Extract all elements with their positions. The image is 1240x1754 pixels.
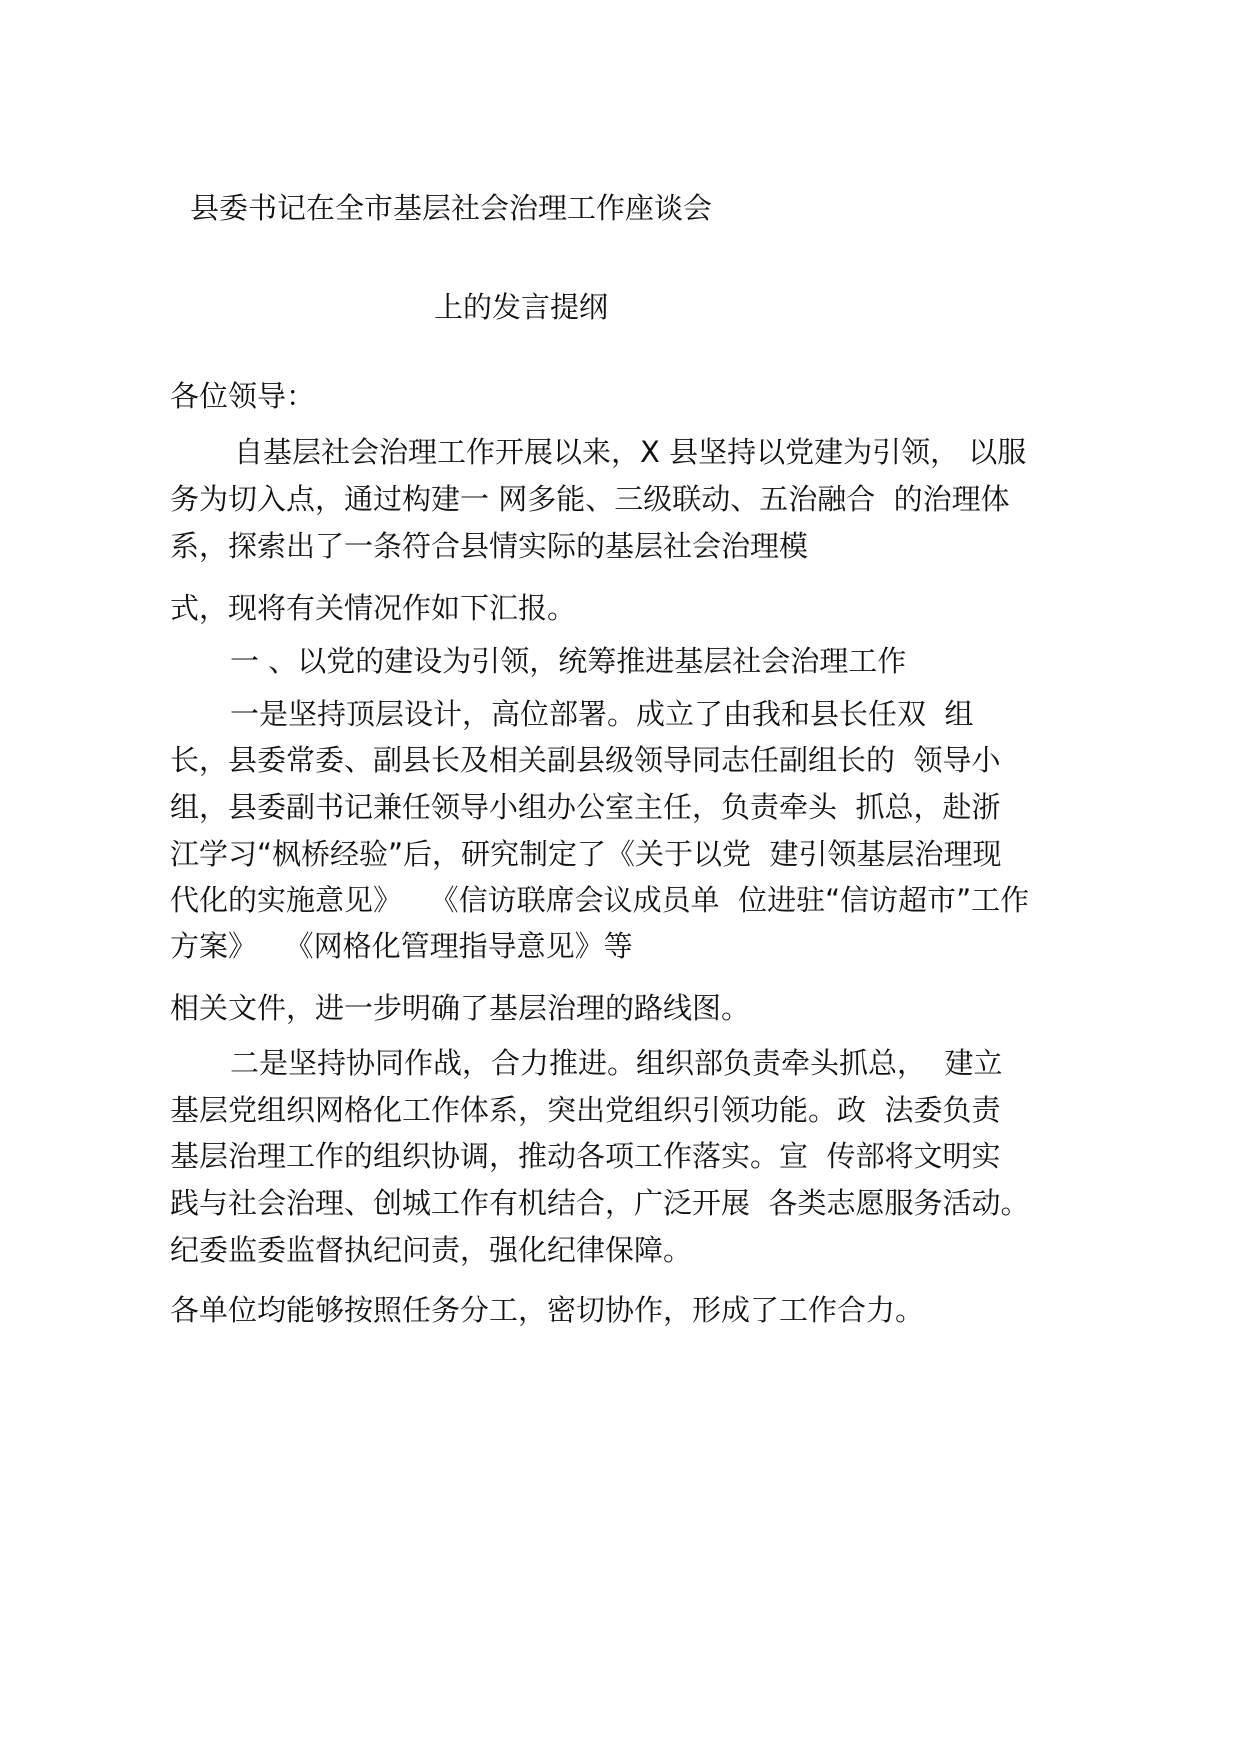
intro-line: 系，探索出了一条符合县情实际的基层社会治理模: [170, 529, 809, 563]
para2-line: 二是坚持协同作战，合力推进。组织部负责牵头抓总， 建立: [230, 1046, 1003, 1080]
para1-line: 相关文件，进一步明确了基层治理的路线图。: [170, 991, 751, 1025]
para2-line: 践与社会治理、创城工作有机结合，广泛开展 各类志愿服务活动。: [170, 1186, 1030, 1220]
para2-line: 纪委监委监督执纪问责，强化纪律保障。: [170, 1233, 693, 1267]
para1-line: 方案》 《网格化管理指导意见》等: [170, 929, 633, 963]
intro-line: 自基层社会治理工作开展以来，X 县坚持以党建为引领， 以服: [234, 435, 1027, 469]
para1-line: 代化的实施意见》 《信访联席会议成员单 位进驻“信访超市”工作: [170, 883, 1030, 917]
para1-line: 江学习“枫桥经验”后，研究制定了《关于以党 建引领基层治理现: [170, 837, 1002, 871]
intro-line: 务为切入点，通过构建一 网多能、三级联动、五治融合 的治理体: [170, 482, 1010, 516]
intro-line: 式，现将有关情况作如下汇报。: [170, 591, 577, 625]
para2-line: 各单位均能够按照任务分工，密切协作，形成了工作合力。: [170, 1293, 925, 1327]
para1-line: 组，县委副书记兼任领导小组办公室主任，负责牵头 抓总，赴浙: [170, 790, 1001, 824]
para2-line: 基层治理工作的组织协调，推动各项工作落实。宣 传部将文明实: [170, 1139, 1001, 1173]
para1-line: 长，县委常委、副县长及相关副县级领导同志任副组长的 领导小: [170, 743, 1001, 777]
para1-line: 一是坚持顶层设计，高位部署。成立了由我和县长任双 组: [230, 697, 974, 731]
title-line-1: 县委书记在全市基层社会治理工作座谈会: [190, 191, 713, 225]
para2-line: 基层党组织网格化工作体系，突出党组织引领功能。政 法委负责: [170, 1093, 1001, 1127]
salutation: 各位领导：: [170, 379, 316, 413]
section-heading: 一 、以党的建设为引领，统筹推进基层社会治理工作: [230, 644, 907, 678]
title-line-2: 上的发言提纲: [434, 290, 609, 324]
